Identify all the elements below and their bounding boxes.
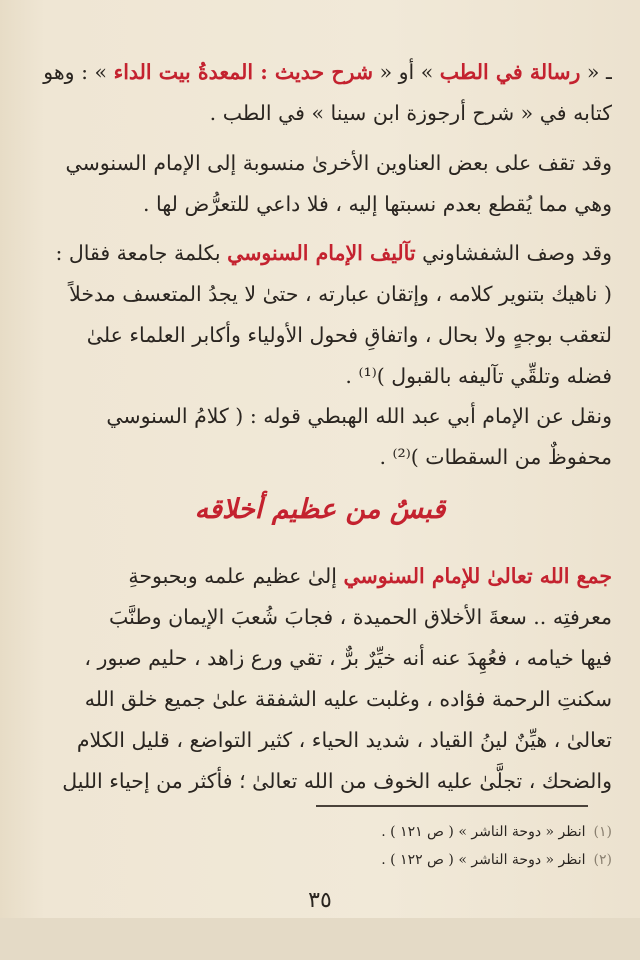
footnote-text: انظر « دوحة الناشر » ( ص ١٢٢ ) . <box>381 852 586 868</box>
paragraph-works-list <box>30 52 612 134</box>
footnote-divider <box>316 805 588 807</box>
text-line: معرفتِه .. سعةَ الأخلاق الحميدة ، فجابَ شُعبَ الإيمان وطنَّبَ <box>109 605 612 629</box>
footnote-number: (٢) <box>593 852 612 868</box>
text-line <box>30 233 612 274</box>
highlight-works: تآليف الإمام السنوسي <box>227 241 416 265</box>
section-heading: قبسٌ من عظيم أخلاقه <box>194 494 446 525</box>
text-line <box>30 52 612 93</box>
footnote-item <box>30 818 612 846</box>
text-line: كتابه في « شرح أرجوزة ابن سينا » في الطب . <box>209 101 612 125</box>
footnote-text: انظر « دوحة الناشر » ( ص ١٢١ ) . <box>381 824 586 840</box>
text-segment: » أو « <box>373 60 440 84</box>
text-segment: بكلمة جامعة فقال : <box>55 241 228 265</box>
text-segment: » : وهو <box>43 60 114 84</box>
text-segment: وقد وصف الشفشاوني <box>415 241 612 265</box>
page-bottom-edge <box>0 918 640 960</box>
text-line <box>30 556 612 597</box>
paragraph-habti <box>30 396 612 478</box>
text-line: ونقل عن الإمام أبي عبد الله الهبطي قوله : ( كلامُ السنوسي <box>106 404 612 428</box>
text-line: والضحك ، تجلَّىٰ عليه الخوف من الله تعالىٰ ؛ فأكثر من إحياء الليل <box>62 769 612 793</box>
paragraph-shafshawani <box>30 233 612 397</box>
text-line: سكنتِ الرحمة فؤاده ، وغلبت عليه الشفقة علىٰ جميع خلق الله <box>84 687 612 711</box>
text-line: فيها خيامه ، فعُهِدَ عنه أنه خيِّرٌ برٌّ ، تقي ورع زاهد ، حليم صبور ، <box>84 646 612 670</box>
work-title-medicine: رسالة في الطب <box>439 60 581 84</box>
footnote-item <box>30 846 612 874</box>
text-line: وهي مما يُقطع بعدم نسبتها إليه ، فلا داعي للتعرُّض لها . <box>142 192 612 216</box>
text-segment: ـ « <box>580 60 612 84</box>
text-line: محفوظٌ من السقطات )⁽²⁾ . <box>379 445 612 469</box>
text-line: لتعقب بوجهٍ ولا بحال ، واتفاقِ فحول الأولياء وأكابر العلماء علىٰ <box>86 323 612 347</box>
highlight-opening: جمع الله تعالىٰ للإمام السنوسي <box>343 564 612 588</box>
text-line: وقد تقف على بعض العناوين الأخرىٰ منسوبة إلى الإمام السنوسي <box>65 151 612 175</box>
work-title-hadith: شرح حديث : المعدةُ بيت الداء <box>113 60 374 84</box>
text-segment: إلىٰ عظيم علمه وبحبوحةِ <box>128 564 344 588</box>
text-line: ( ناهيك بتنوير كلامه ، وإتقان عبارته ، حتىٰ لا يجدُ المتعسف مدخلاً <box>69 282 612 306</box>
text-line: تعالىٰ ، هيِّنٌ لينُ القياد ، شديد الحياء ، كثير التواضع ، قليل الكلام <box>76 728 612 752</box>
footnote-number: (١) <box>593 824 612 840</box>
paragraph-character <box>30 556 612 802</box>
text-line: فضله وتلقِّي تآليفه بالقبول )⁽¹⁾ . <box>345 364 612 388</box>
paragraph-other-titles <box>30 143 612 225</box>
page-number: ٣٥ <box>308 888 332 913</box>
footnotes <box>30 818 612 874</box>
